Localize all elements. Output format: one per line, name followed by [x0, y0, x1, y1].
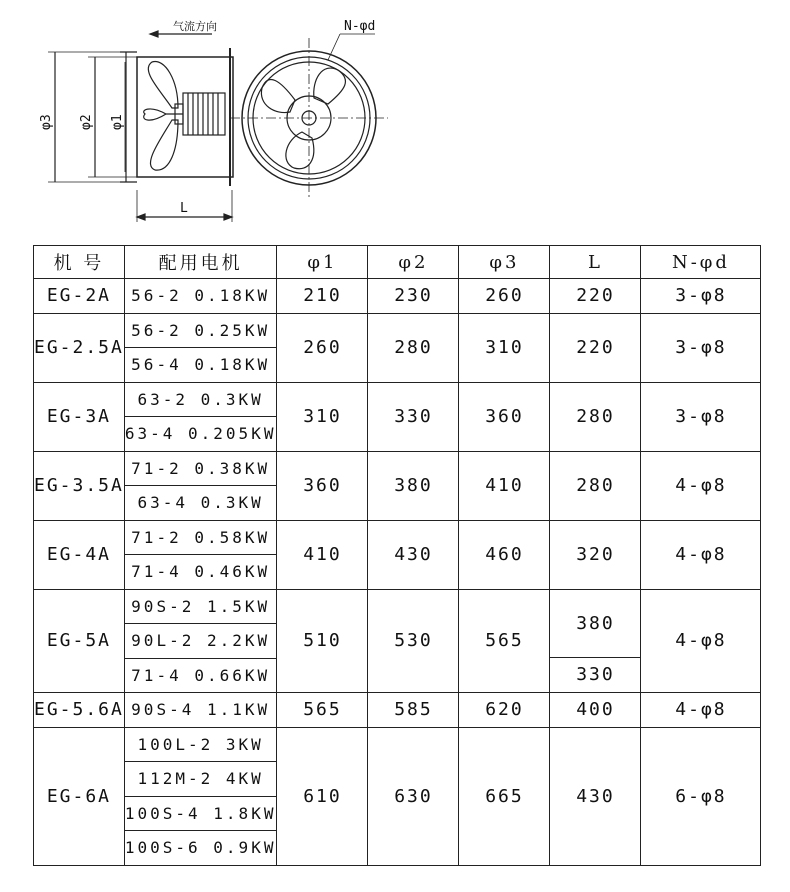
motor-entry: 56-2 0.25KW: [131, 320, 271, 340]
header-phi3: φ3: [459, 246, 550, 279]
header-phi1: φ1: [277, 246, 368, 279]
l-value: 380: [576, 613, 615, 634]
phi2-cell: 330: [368, 382, 459, 451]
model-cell: EG-2A: [34, 279, 125, 314]
phi2-cell: 280: [368, 313, 459, 382]
n-phi-d-cell: 3-φ8: [641, 313, 761, 382]
table-row: [34, 693, 761, 728]
phi3-label: φ3: [39, 114, 54, 130]
motor-entry: 112M-2 4KW: [125, 761, 277, 796]
airflow-label: 气流方向: [173, 20, 217, 33]
motor-cell: [124, 313, 277, 382]
n-phi-d-cell: 3-φ8: [641, 279, 761, 314]
l-label: L: [180, 201, 188, 216]
header-phi2: φ2: [368, 246, 459, 279]
motor-entry: 71-4 0.46KW: [125, 554, 277, 589]
motor-cell: [124, 382, 277, 451]
n-phi-d-cell: 4-φ8: [641, 451, 761, 520]
l-cell: 220: [550, 279, 641, 314]
phi1-cell: 610: [277, 727, 368, 865]
phi1-cell: 210: [277, 279, 368, 314]
phi3-cell: 310: [459, 313, 550, 382]
table-row: [34, 451, 761, 520]
l-cell: 220: [550, 313, 641, 382]
model-cell: EG-5.6A: [34, 693, 125, 728]
motor-cell: [124, 727, 277, 865]
phi2-cell: 430: [368, 520, 459, 589]
motor-entry: 100S-6 0.9KW: [125, 830, 277, 865]
motor-cell: [124, 520, 277, 589]
phi2-label: φ2: [79, 114, 94, 130]
l-cell: 430: [550, 727, 641, 865]
phi1-cell: 510: [277, 589, 368, 693]
motor-cell: [124, 279, 277, 314]
model-cell: EG-3.5A: [34, 451, 125, 520]
n-phi-d-cell: 4-φ8: [641, 589, 761, 693]
phi1-cell: 260: [277, 313, 368, 382]
n-phi-d-cell: 6-φ8: [641, 727, 761, 865]
header-l: L: [550, 246, 641, 279]
motor-entry: 71-2 0.58KW: [131, 527, 271, 547]
phi3-cell: 565: [459, 589, 550, 693]
motor-entry: 100S-4 1.8KW: [125, 796, 277, 831]
motor-entry: 71-4 0.66KW: [125, 658, 277, 693]
phi1-label: φ1: [110, 114, 125, 130]
spec-table: [33, 245, 761, 866]
motor-entry: 56-4 0.18KW: [125, 347, 277, 382]
header-model: 机 号: [34, 246, 125, 279]
n-phi-d-cell: 4-φ8: [641, 520, 761, 589]
phi1-cell: 310: [277, 382, 368, 451]
phi2-cell: 630: [368, 727, 459, 865]
phi2-cell: 530: [368, 589, 459, 693]
phi2-cell: 230: [368, 279, 459, 314]
phi3-cell: 460: [459, 520, 550, 589]
motor-cell: [124, 589, 277, 693]
motor-entry: 100L-2 3KW: [137, 734, 264, 754]
phi1-cell: 360: [277, 451, 368, 520]
table-row: [34, 279, 761, 314]
table-row: [34, 313, 761, 382]
n-phi-d-cell: 4-φ8: [641, 693, 761, 728]
phi2-cell: 380: [368, 451, 459, 520]
model-cell: EG-4A: [34, 520, 125, 589]
l-cell: [550, 589, 641, 693]
table-row: [34, 727, 761, 865]
fan-drawing: [0, 0, 790, 235]
phi3-cell: 620: [459, 693, 550, 728]
motor-entry: 63-4 0.3KW: [125, 485, 277, 520]
header-row: [34, 246, 761, 279]
phi3-cell: 410: [459, 451, 550, 520]
phi1-cell: 410: [277, 520, 368, 589]
motor-cell: [124, 693, 277, 728]
header-motor: 配用电机: [124, 246, 277, 279]
model-cell: EG-3A: [34, 382, 125, 451]
l-cell: 400: [550, 693, 641, 728]
l-cell: 320: [550, 520, 641, 589]
phi3-cell: 260: [459, 279, 550, 314]
motor-entry: 90S-2 1.5KW: [131, 596, 271, 616]
n-phi-d-cell: 3-φ8: [641, 382, 761, 451]
phi3-cell: 665: [459, 727, 550, 865]
motor-entry: 63-2 0.3KW: [137, 389, 264, 409]
header-n-phi-d: N-φd: [641, 246, 761, 279]
motor-cell: [124, 451, 277, 520]
model-cell: EG-5A: [34, 589, 125, 693]
phi2-cell: 585: [368, 693, 459, 728]
phi3-cell: 360: [459, 382, 550, 451]
table-row: [34, 520, 761, 589]
phi1-cell: 565: [277, 693, 368, 728]
motor-entry: 63-4 0.205KW: [125, 416, 277, 451]
l-cell: 280: [550, 382, 641, 451]
l-value: 330: [550, 657, 640, 692]
model-cell: EG-2.5A: [34, 313, 125, 382]
table-row: [34, 589, 761, 693]
l-cell: 280: [550, 451, 641, 520]
model-cell: EG-6A: [34, 727, 125, 865]
motor-entry: 56-2 0.18KW: [131, 286, 271, 305]
table-row: [34, 382, 761, 451]
motor-entry: 71-2 0.38KW: [131, 458, 271, 478]
motor-entry: 90L-2 2.2KW: [125, 623, 277, 658]
n-phi-d-label: N-φd: [344, 19, 376, 34]
motor-entry: 90S-4 1.1KW: [131, 700, 271, 719]
